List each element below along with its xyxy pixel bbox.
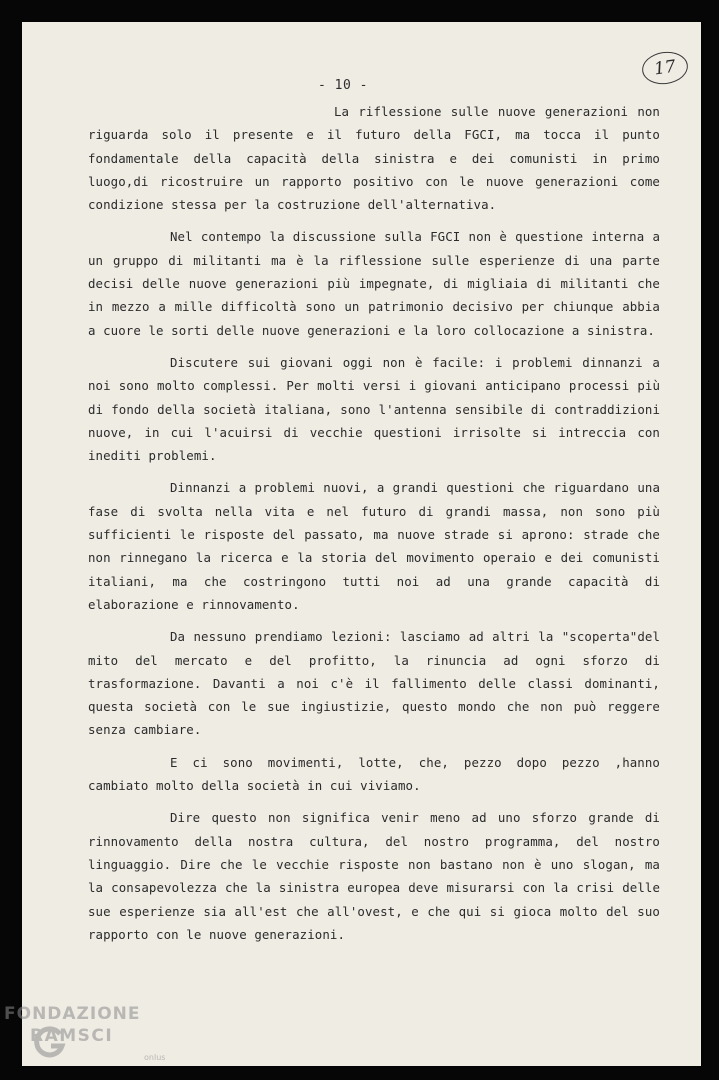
watermark-line2: RAMSCI: [30, 1026, 114, 1046]
watermark-line1: FONDAZIONE: [4, 1004, 141, 1024]
paragraph-7: Dire questo non significa venir meno ad uno sforzo grande di rinnovamento della nostra cultura, del nostro programma, del nostro linguaggio. Dire che le vecchie risposte non bastano non è uno slogan, ma la consapevolezza che la sinistra europea deve misurarsi con la crisi delle sue esperienze sia all'est che all'ovest, e che qui si gioca molto del suo rapporto con le nuove generazioni.: [88, 810, 660, 942]
paragraph-4: Dinnanzi a problemi nuovi, a grandi questioni che riguardano una fase di svolta nella vita e nel futuro di grandi massa, non sono più sufficienti le risposte del passato, ma nuove strade si aprono: strade che non rinnegano la ricerca e la storia del movimento operaio e dei comunisti italiani, ma che costringono tutti noi ad una grande capacità di elaborazione e rinnovamento.: [88, 480, 660, 612]
paragraph-6: E ci sono movimenti, lotte, che, pezzo dopo pezzo ,hanno cambiato molto della società in cui viviamo.: [88, 754, 660, 794]
handwritten-folio-number: [640, 49, 690, 87]
folio-number: 17: [652, 56, 678, 80]
document-page: [22, 22, 701, 1066]
paragraph-3: Discutere sui giovani oggi non è facile: i problemi dinnanzi a noi sono molto complessi. Per molti versi i giovani anticipano processi più di fondo della società italiana, sono l'antenna sensibile di contraddizioni nuove, in cui l'acuirsi di vecchie questioni irrisolte si intreccia con inediti problemi.: [88, 354, 660, 464]
paragraph-1: La riflessione sulle nuove generazioni non riguarda solo il presente e il futuro della FGCI, ma tocca il punto fondamentale della capacità della sinistra e dei comunisti in primo luogo,di ricostruire un rapporto positivo con le nuove generazioni come condizione stessa per la costruzione dell'alternativa.: [88, 104, 660, 213]
gramsci-g-logo-icon: [32, 1024, 68, 1060]
paragraph-5: Da nessuno prendiamo lezioni: lasciamo ad altri la "scoperta"del mito del mercato e del profitto, la rinuncia ad ogni sforzo di trasformazione. Davanti a noi c'è il fallimento delle classi dominanti, questa società con le sue ingiustizie, questo mondo che non può reggere senza cambiare.: [88, 629, 660, 738]
paragraph-2: Nel contempo la discussione sulla FGCI non è questione interna a un gruppo di militanti ma è la riflessione sulle esperienze di una parte decisi delle nuove generazioni più impegnate, di migliaia di militanti che in mezzo a mille difficoltà sono un patrimonio decisivo per chiunque abbia a cuore le sorti delle nuove generazioni e la loro collocazione a sinistra.: [88, 229, 660, 338]
watermark-small: onlus: [144, 1053, 166, 1062]
fondazione-gramsci-watermark: [4, 1004, 166, 1062]
page-number: - 10 -: [318, 78, 368, 93]
document-body: [88, 100, 660, 946]
